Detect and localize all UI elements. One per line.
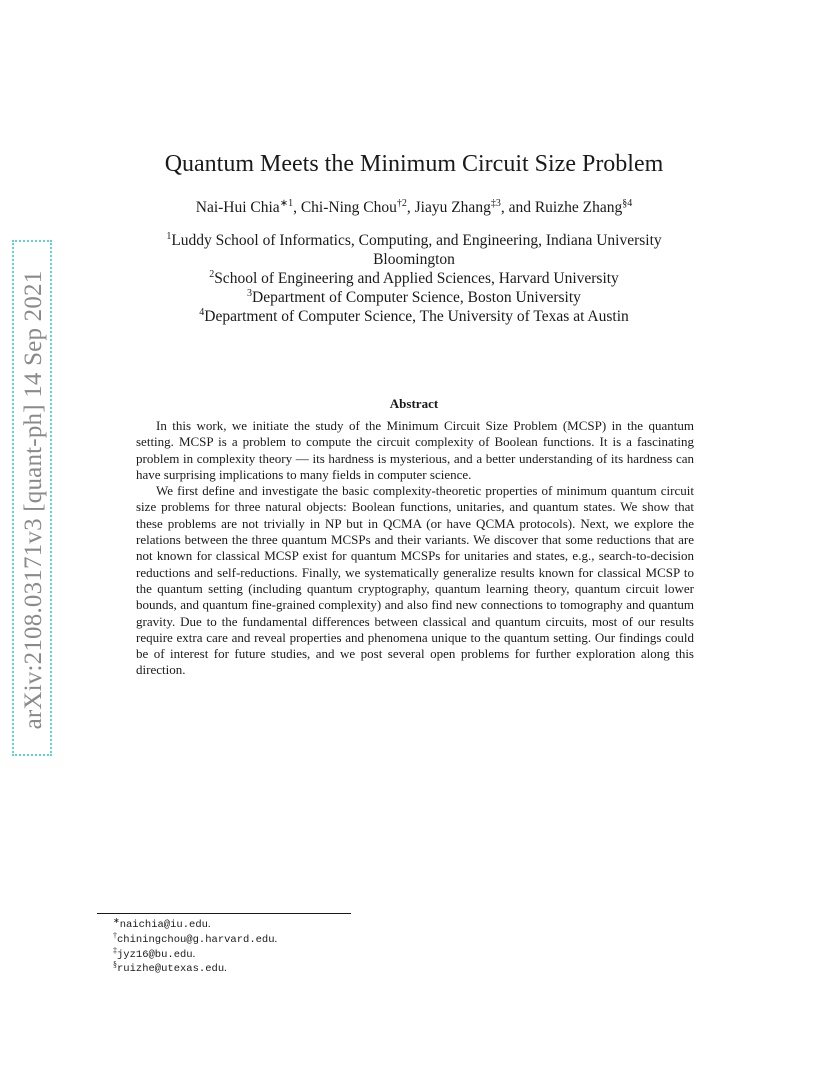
abstract-heading: Abstract xyxy=(389,396,439,411)
affiliation xyxy=(0,288,828,307)
affiliation-text: Department of Computer Science, The University of Texas at Austin xyxy=(204,308,629,325)
abstract-paragraph: We first define and investigate the basic complexity-theoretic properties of minimum quantum circuit size problems for three natural objects: Boolean functions, unitaries, and quantum states. We show that these problems are not trivially in NP but in QCMA (or have QCMA protocols). Next, we explore the relations between the three quantum MCSPs and their variants. We discover that some reductions that are not known for classical MCSP exist for quantum MCSPs for unitaries and states, e.g., search-to-decision reductions and self-reductions. Finally, we systematically generalize results known for classical MCSP to the quantum setting (including quantum cryptography, quantum learning theory, quantum circuit lower bounds, and quantum fine-grained complexity) and also find new connections to tomography and quantum gravity. Due to the fundamental differences between classical and quantum circuits, most of our results require extra care and reveal properties and phenomena unique to the quantum setting. Our findings could be of interest for future studies, and we post several open problems for further exploration along this direction. xyxy=(136,483,694,678)
affiliation-mark: 1 xyxy=(166,231,172,242)
affiliation-text: Bloomington xyxy=(373,251,455,268)
affiliation-mark: 2 xyxy=(209,269,215,280)
footnote: †chiningchou@g.harvard.edu. xyxy=(113,930,278,946)
footnote-email[interactable]: naichia@iu.edu xyxy=(119,919,208,931)
author-mark: §4 xyxy=(622,198,633,209)
author-separator: , xyxy=(406,199,415,216)
author-mark: †2 xyxy=(396,198,407,209)
footnote-mark: ‡ xyxy=(113,945,117,955)
affiliation-mark: 4 xyxy=(199,307,205,318)
author-name: Ruizhe Zhang xyxy=(534,199,623,216)
author-list xyxy=(0,197,828,219)
affiliation-list xyxy=(0,231,828,326)
affiliation-text: School of Engineering and Applied Sciences, Harvard University xyxy=(214,270,619,287)
affiliation-mark: 3 xyxy=(247,288,253,299)
abstract-paragraph: In this work, we initiate the study of the Minimum Circuit Size Problem (MCSP) in the quantum setting. MCSP is a problem to compute the circuit complexity of Boolean functions. It is a fascinating problem in complexity theory — its hardness is mysterious, and a better understanding of its hardness can have surprising implications to many fields in computer science. xyxy=(136,418,694,482)
affiliation xyxy=(0,250,828,269)
footnote-mark: † xyxy=(113,930,117,940)
author-name: Chi-Ning Chou xyxy=(300,199,397,216)
footnote: ‡jyz16@bu.edu. xyxy=(113,945,196,961)
arxiv-stamp-text: arXiv:2108.03171v3 [quant-ph] 14 Sep 2021 xyxy=(20,270,47,730)
footnote: §ruizhe@utexas.edu. xyxy=(113,960,227,976)
footnote-email[interactable]: ruizhe@utexas.edu xyxy=(117,963,225,976)
footnote-mark: ∗ xyxy=(113,916,120,925)
affiliation xyxy=(0,231,828,250)
affiliation-text: Department of Computer Science, Boston University xyxy=(252,289,581,306)
author-mark: ∗1 xyxy=(279,198,294,209)
author-separator: , xyxy=(293,199,301,216)
affiliation xyxy=(0,269,828,288)
author-name: Jiayu Zhang xyxy=(414,199,491,216)
affiliation xyxy=(0,307,828,326)
author-name: Nai-Hui Chia xyxy=(195,199,280,216)
footnote-email[interactable]: chiningchou@g.harvard.edu xyxy=(117,933,275,946)
author-mark: ‡3 xyxy=(490,198,501,209)
footnote-rule xyxy=(97,913,351,914)
abstract-body xyxy=(136,418,694,679)
paper-title: Quantum Meets the Minimum Circuit Size Problem xyxy=(164,151,664,177)
footnote-email[interactable]: jyz16@bu.edu xyxy=(117,948,193,961)
footnote: ∗naichia@iu.edu. xyxy=(113,916,211,931)
footnote-mark: § xyxy=(113,960,117,970)
author-separator: , and xyxy=(500,199,535,216)
footnote-list xyxy=(113,918,277,977)
affiliation-text: Luddy School of Informatics, Computing, and Engineering, Indiana University xyxy=(171,232,662,249)
